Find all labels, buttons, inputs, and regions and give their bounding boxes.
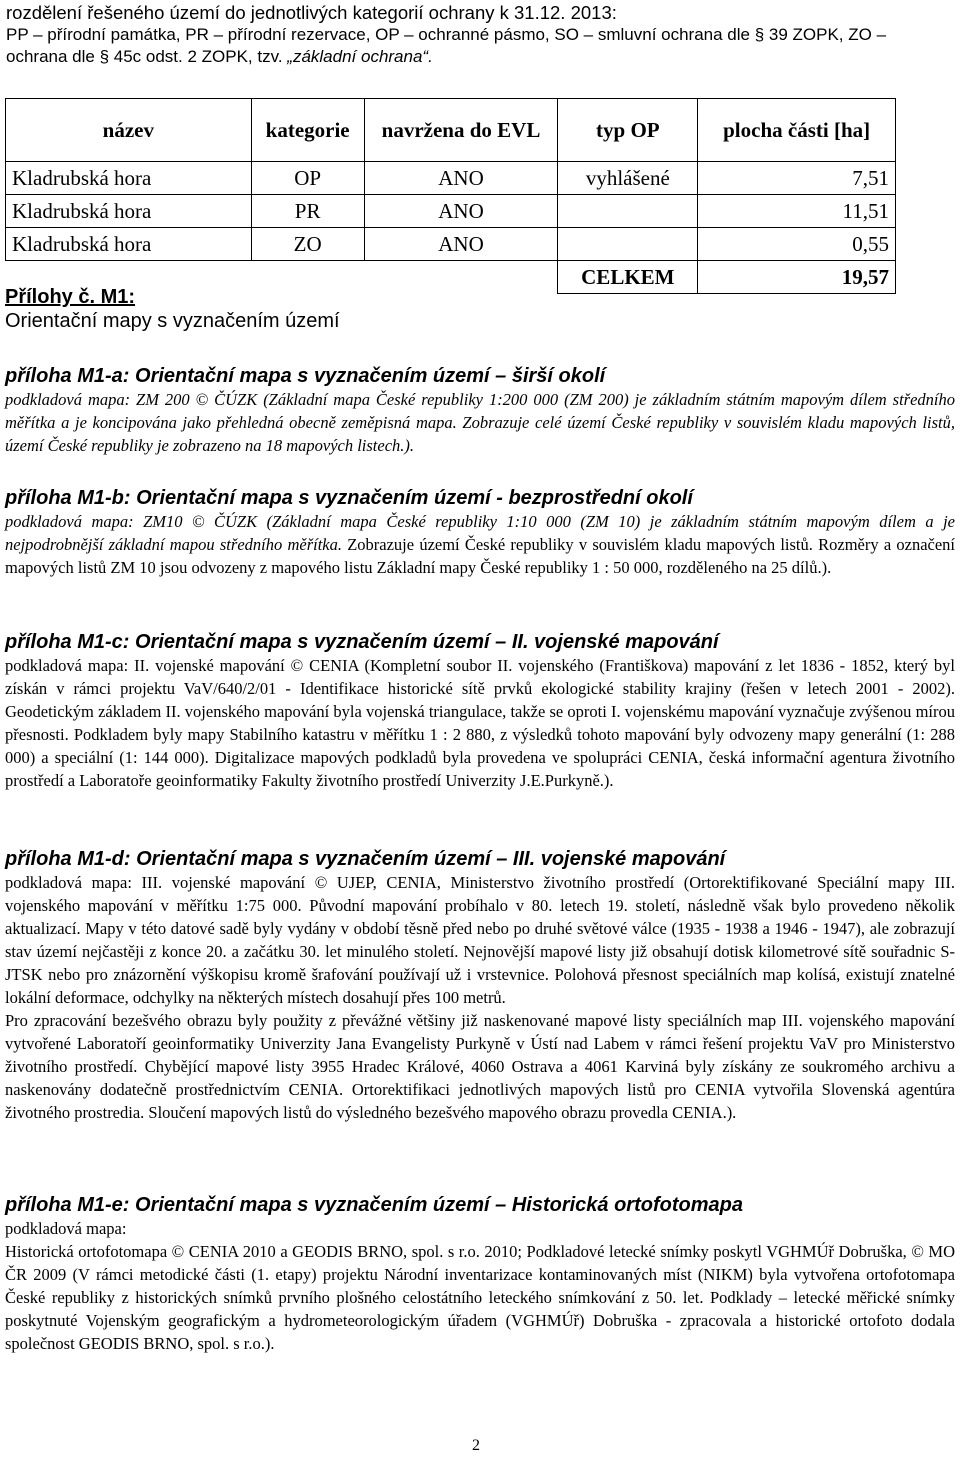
table-row [6, 162, 896, 195]
table-cell: ANO [364, 195, 558, 228]
prilohy-subheading: Orientační mapy s vyznačením území [5, 310, 340, 332]
protection-table [5, 98, 896, 294]
table-cell: 11,51 [698, 195, 896, 228]
section-title: příloha M1-b: Orientační mapa s vyznačením území - bezprostřední okolí [5, 487, 693, 509]
header-nazev: název [6, 99, 252, 162]
table-cell: ZO [251, 228, 364, 261]
section-m1-b [5, 486, 955, 579]
table-cell: 0,55 [698, 228, 896, 261]
header-kategorie: kategorie [251, 99, 364, 162]
section-text: podkladová mapa: [5, 1219, 127, 1238]
table-cell: ANO [364, 228, 558, 261]
intro-line-1: rozdělení řešeného území do jednotlivých kategorií ochrany k 31.12. 2013: [6, 2, 617, 23]
total-label: CELKEM [558, 261, 698, 294]
intro-block [6, 2, 951, 68]
section-title: příloha M1-d: Orientační mapa s vyznačením území – III. vojenské mapování [5, 848, 726, 870]
header-typ-op: typ OP [558, 99, 698, 162]
table-cell: Kladrubská hora [6, 228, 252, 261]
section-text: podkladová mapa: II. vojenské mapování © CENIA (Kompletní soubor II. vojenského (Františkova) mapování z let 1836 - 1852, který byl získán v rámci projektu VaV/640/2/01 - Identifikace historické sítě prvků ekologické stability krajiny (řešen v letech 2001 - 2002). Geodetickým základem II. vojenského mapování byla vojenská triangulace, takže se oproti I. vojenskému mapování vyznačuje zvýšenou mírou přesnosti. Podkladem byly mapy Stabilního katastru v měřítku 1 : 2 880, z výsledků tohoto mapování byly odvozeny mapy generální (1: 288 000) a speciální (1: 144 000). Digitalizace mapových podkladů byla provedena ve spolupráci CENIA, česká informační agentura životního prostředí a Laboratoře geoinformatiky Fakulty životního prostředí Univerzity J.E.Purkyně.). [5, 656, 955, 790]
section-m1-d [5, 847, 955, 1124]
table-cell: Kladrubská hora [6, 162, 252, 195]
table-cell: Kladrubská hora [6, 195, 252, 228]
table-row [6, 228, 896, 261]
prilohy-heading: Přílohy č. M1: [5, 286, 136, 308]
table-row [6, 195, 896, 228]
section-text: podkladová mapa: ZM 200 © ČÚZK (Základní mapa České republiky 1:200 000 (ZM 200) je základním státním mapovým dílem středního měřítka a je koncipována jako přehledná obecně zeměpisná mapa. Zobrazuje celé území České republiky v souvislém kladu mapových listů, území České republiky je zobrazeno na 18 mapových listech.). [5, 390, 955, 455]
table-cell: 7,51 [698, 162, 896, 195]
section-m1-e [5, 1193, 955, 1355]
prilohy-block [5, 285, 340, 333]
section-text: Pro zpracování bezešvého obrazu byly použity z převážné většiny již naskenované mapové listy speciálních map III. vojenského mapování vytvořené Laboratoří geoinformatiky Univerzity Jana Evangelisty Purkyně v Ústí nad Labem v rámci řešení projektu VaV pro Ministerstvo životního prostředí. Chybějící mapové listy 3955 Hradec Králové, 4060 Ostrava a 4061 Karviná byly získány ze soukromého archivu a naskenovány dodatečně prostřednictvím CENIA. Ortorektifikaci jednotlivých mapových listů pro CENIA vytvořila Slovenská agentúra životného prostredia. Sloučení mapových listů do výsledného bezešvého mapového obrazu provedla CENIA.). [5, 1011, 955, 1122]
table-cell: ANO [364, 162, 558, 195]
table-cell [558, 228, 698, 261]
table-cell: OP [251, 162, 364, 195]
table-cell: PR [251, 195, 364, 228]
total-value: 19,57 [698, 261, 896, 294]
section-text: podkladová mapa: ZM10 © ČÚZK (Základní mapa České republiky 1:10 000 (ZM 10) je základním státním mapovým dílem a je nejpodrobnější základní mapou středního měřítka. Zobrazuje území České republiky v souvislém kladu mapových listů. Rozměry a označení mapových listů ZM 10 jsou odvozeny z mapového listu Základní mapy České republiky 1 : 50 000, rozděleného na 25 dílů.). [5, 512, 955, 577]
section-text: Historická ortofotomapa © CENIA 2010 a GEODIS BRNO, spol. s r.o. 2010; Podkladové letecké snímky poskytl VGHMÚř Dobruška, © MO ČR 2009 (V rámci metodické části (1. etapy) projektu Národní inventarizace kontaminovaných míst (NIKM) byla vytvořena ortofotomapa České republiky z historických snímků prvního plošného celostátního leteckého snímkování z 50. let. Podklady – letecké měřické snímky poskytnuté Vojenským geografickým a hydrometeorologickým úřadem (VGHMÚř) Dobruška - zpracovala a historické ortofoto dodala společnost GEODIS BRNO, spol. s r.o.). [5, 1242, 955, 1353]
section-m1-a [5, 364, 955, 457]
header-evl: navržena do EVL [364, 99, 558, 162]
table-header-row [6, 99, 896, 162]
table-cell [558, 195, 698, 228]
section-title: příloha M1-a: Orientační mapa s vyznačením území – širší okolí [5, 365, 606, 387]
section-m1-c [5, 630, 955, 792]
section-title: příloha M1-c: Orientační mapa s vyznačením území – II. vojenské mapování [5, 631, 719, 653]
section-title: příloha M1-e: Orientační mapa s vyznačením území – Historická ortofotomapa [5, 1194, 743, 1216]
page-number: 2 [472, 1437, 480, 1454]
table-cell: vyhlášené [558, 162, 698, 195]
intro-line-2: PP – přírodní památka, PR – přírodní rezervace, OP – ochranné pásmo, SO – smluvní ochrana dle § 39 ZOPK, ZO – [6, 25, 887, 44]
section-text: podkladová mapa: III. vojenské mapování © UJEP, CENIA, Ministerstvo životního prostředí (Ortorektifikované Speciální mapy III. vojenského mapování v měřítku 1:75 000. Původní mapování probíhalo v 80. letech 19. století, následně však bylo provedeno několik aktualizací. Mapy v této datové sadě byly vydány v období těsně před nebo po druhé světové válce (1935 - 1938 a 1946 - 1947), ale zobrazují stav území nejčastěji z konce 20. a začátku 30. let minulého století. Nejnovější mapové listy již obsahují dotisk kilometrové sítě souřadnic S-JTSK nebo pro znázornění výškopisu kromě šrafování používají už i vrstevnice. Polohová přesnost speciálních map kolísá, existují znatelné lokální deformace, odchylky na některých místech dosahují přes 100 metrů. [5, 873, 955, 1007]
intro-line-3: ochrana dle § 45c odst. 2 ZOPK, tzv. „základní ochrana“. [6, 47, 433, 66]
header-plocha: plocha části [ha] [698, 99, 896, 162]
